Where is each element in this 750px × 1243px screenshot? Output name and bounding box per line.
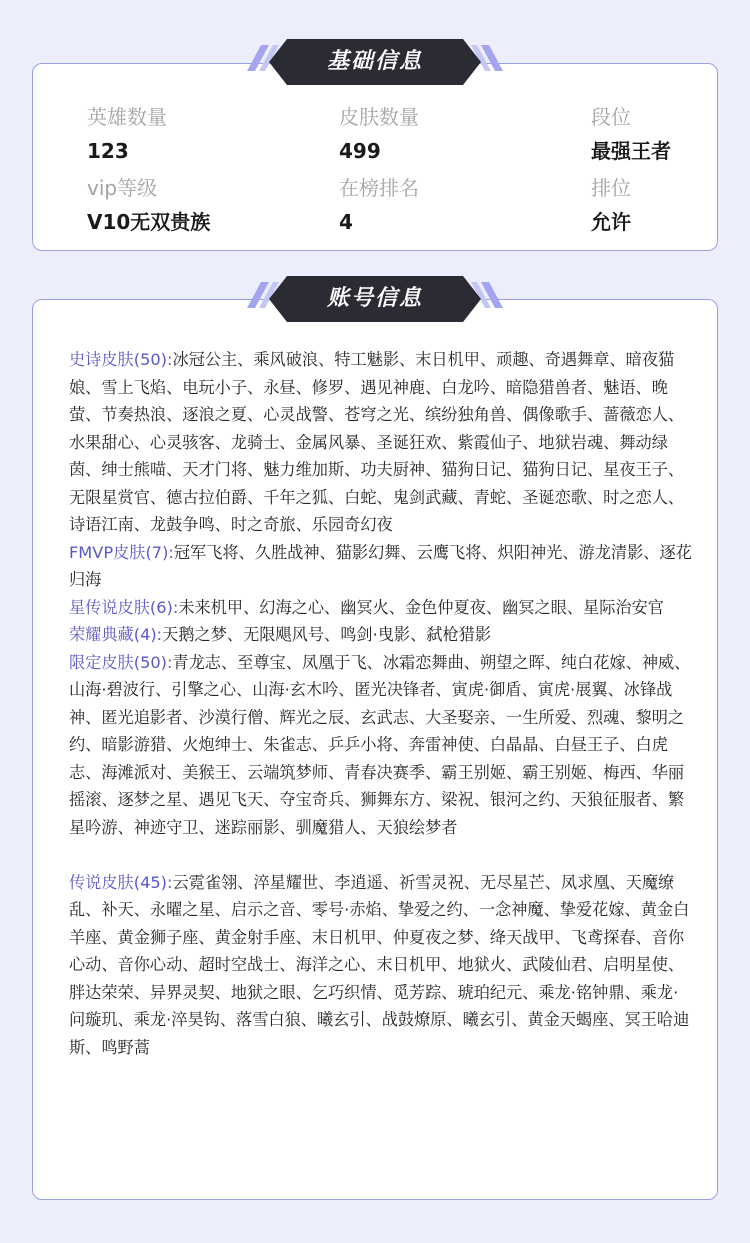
field-skin-count — [339, 104, 419, 164]
account-info-title-tab — [247, 276, 503, 322]
skin-section-epic — [69, 346, 693, 539]
skin-category-label: FMVP皮肤(7): — [69, 542, 174, 562]
section-spacer — [69, 841, 693, 869]
skin-category-items: 云霓雀翎、淬星耀世、李逍遥、祈雪灵祝、无尽星芒、凤求凰、天魔缭乱、补天、永曜之星、启示之音、零号·赤焰、挚爱之约、一念神魔、挚爱花嫁、黄金白羊座、黄金狮子座、黄金射手座、末日机甲、仲夏夜之梦、绛天战甲、飞鸢探春、音你心动、音你心动、超时空战士、海洋之心、末日机甲、地狱火、武陵仙君、启明星使、胖达荣荣、异界灵契、地狱之眼、乞巧织情、觅芳踪、琥珀纪元、乘龙·铭钟鼎、乘龙·问璇玑、乘龙·淬昊钩、落雪白狼、曦玄引、战鼓燎原、曦玄引、黄金天蝎座、冥王哈迪斯、鸣野蒿 — [69, 872, 690, 1057]
account-info-card — [32, 299, 718, 1200]
skin-section-fmvp — [69, 539, 693, 594]
field-value: 4 — [339, 210, 353, 234]
account-info-title: 账号信息 — [326, 286, 423, 311]
field-value: 允许 — [591, 210, 631, 234]
skin-category-label: 史诗皮肤(50): — [69, 350, 173, 369]
field-value: 最强王者 — [591, 139, 671, 163]
skin-section-limited — [69, 649, 693, 842]
skin-section-legend — [69, 869, 693, 1062]
skin-category-label: 限定皮肤(50): — [69, 652, 173, 672]
field-label: vip等级 — [87, 176, 158, 200]
skin-category-label: 荣耀典藏(4): — [69, 625, 163, 644]
skin-category-items: 冠军飞将、久胜战神、猫影幻舞、云鹰飞将、炽阳神光、游龙清影、逐花归海 — [69, 542, 692, 589]
basic-info-title: 基础信息 — [326, 49, 423, 74]
field-hero-count — [87, 104, 167, 164]
skin-category-items: 冰冠公主、乘风破浪、特工魅影、末日机甲、顽趣、奇遇舞章、暗夜猫娘、雪上飞焰、电玩小子、永昼、修罗、遇见神鹿、白龙吟、暗隐猎兽者、魅语、晚萤、节奏热浪、逐浪之夏、心灵战警、苍穹之光、缤纷独角兽、偶像歌手、蔷薇恋人、水果甜心、心灵骇客、龙骑士、金属风暴、圣诞狂欢、紫霞仙子、地狱岩魂、舞动绿茵、绅士熊喵、天才门将、魅力维加斯、功夫厨神、猫狗日记、猫狗日记、星夜王子、无限星赏官、德古拉伯爵、千年之狐、白蛇、鬼剑武藏、青蛇、圣诞恋歌、时之恋人、诗语江南、龙鼓争鸣、时之奇旅、乐园奇幻夜 — [69, 350, 685, 534]
skin-category-items: 青龙志、至尊宝、凤凰于飞、冰霜恋舞曲、朔望之晖、纯白花嫁、神威、山海·碧波行、引擎之心、山海·玄木吟、匿光决锋者、寅虎·御盾、寅虎·展翼、冰锋战神、匿光追影者、沙漠行僧、辉光之辰、玄武志、大圣娶亲、一生所爱、烈魂、黎明之约、暗影游猎、火炮绅士、朱雀志、乒乒小将、奔雷神使、白晶晶、白昼王子、白虎志、海滩派对、美猴王、云端筑梦师、青春决赛季、霸王别姬、霸王别姬、梅西、华丽摇滚、逐梦之星、遇见飞天、夺宝奇兵、狮舞东方、梁祝、银河之约、天狼征服者、繁星吟游、神迹守卫、迷踪丽影、驯魔猎人、天狼绘梦者 — [69, 652, 691, 837]
basic-info-title-tab — [247, 39, 503, 85]
field-vip-level — [87, 175, 210, 235]
field-label: 段位 — [591, 105, 631, 129]
field-label: 排位 — [591, 176, 631, 200]
skin-category-items: 未来机甲、幻海之心、幽冥火、金色仲夏夜、幽冥之眼、星际治安官 — [178, 597, 664, 617]
field-label: 英雄数量 — [87, 105, 167, 129]
field-value: 499 — [339, 139, 381, 163]
field-rank-tier — [591, 104, 671, 164]
field-ranked-allowed — [591, 175, 631, 235]
skin-section-star-legend — [69, 594, 693, 622]
basic-info-card — [32, 63, 718, 251]
field-label: 在榜排名 — [339, 176, 419, 200]
skin-list — [69, 346, 693, 1061]
field-leaderboard-rank — [339, 175, 419, 235]
field-value: V10无双贵族 — [87, 210, 211, 234]
field-label: 皮肤数量 — [339, 105, 419, 129]
skin-category-label: 星传说皮肤(6): — [69, 597, 179, 617]
skin-category-label: 传说皮肤(45): — [69, 872, 173, 892]
skin-category-items: 天鹅之梦、无限飓风号、鸣剑·曳影、弑枪猎影 — [162, 625, 492, 644]
field-value: 123 — [87, 139, 129, 163]
skin-section-glory-collection — [69, 621, 693, 649]
